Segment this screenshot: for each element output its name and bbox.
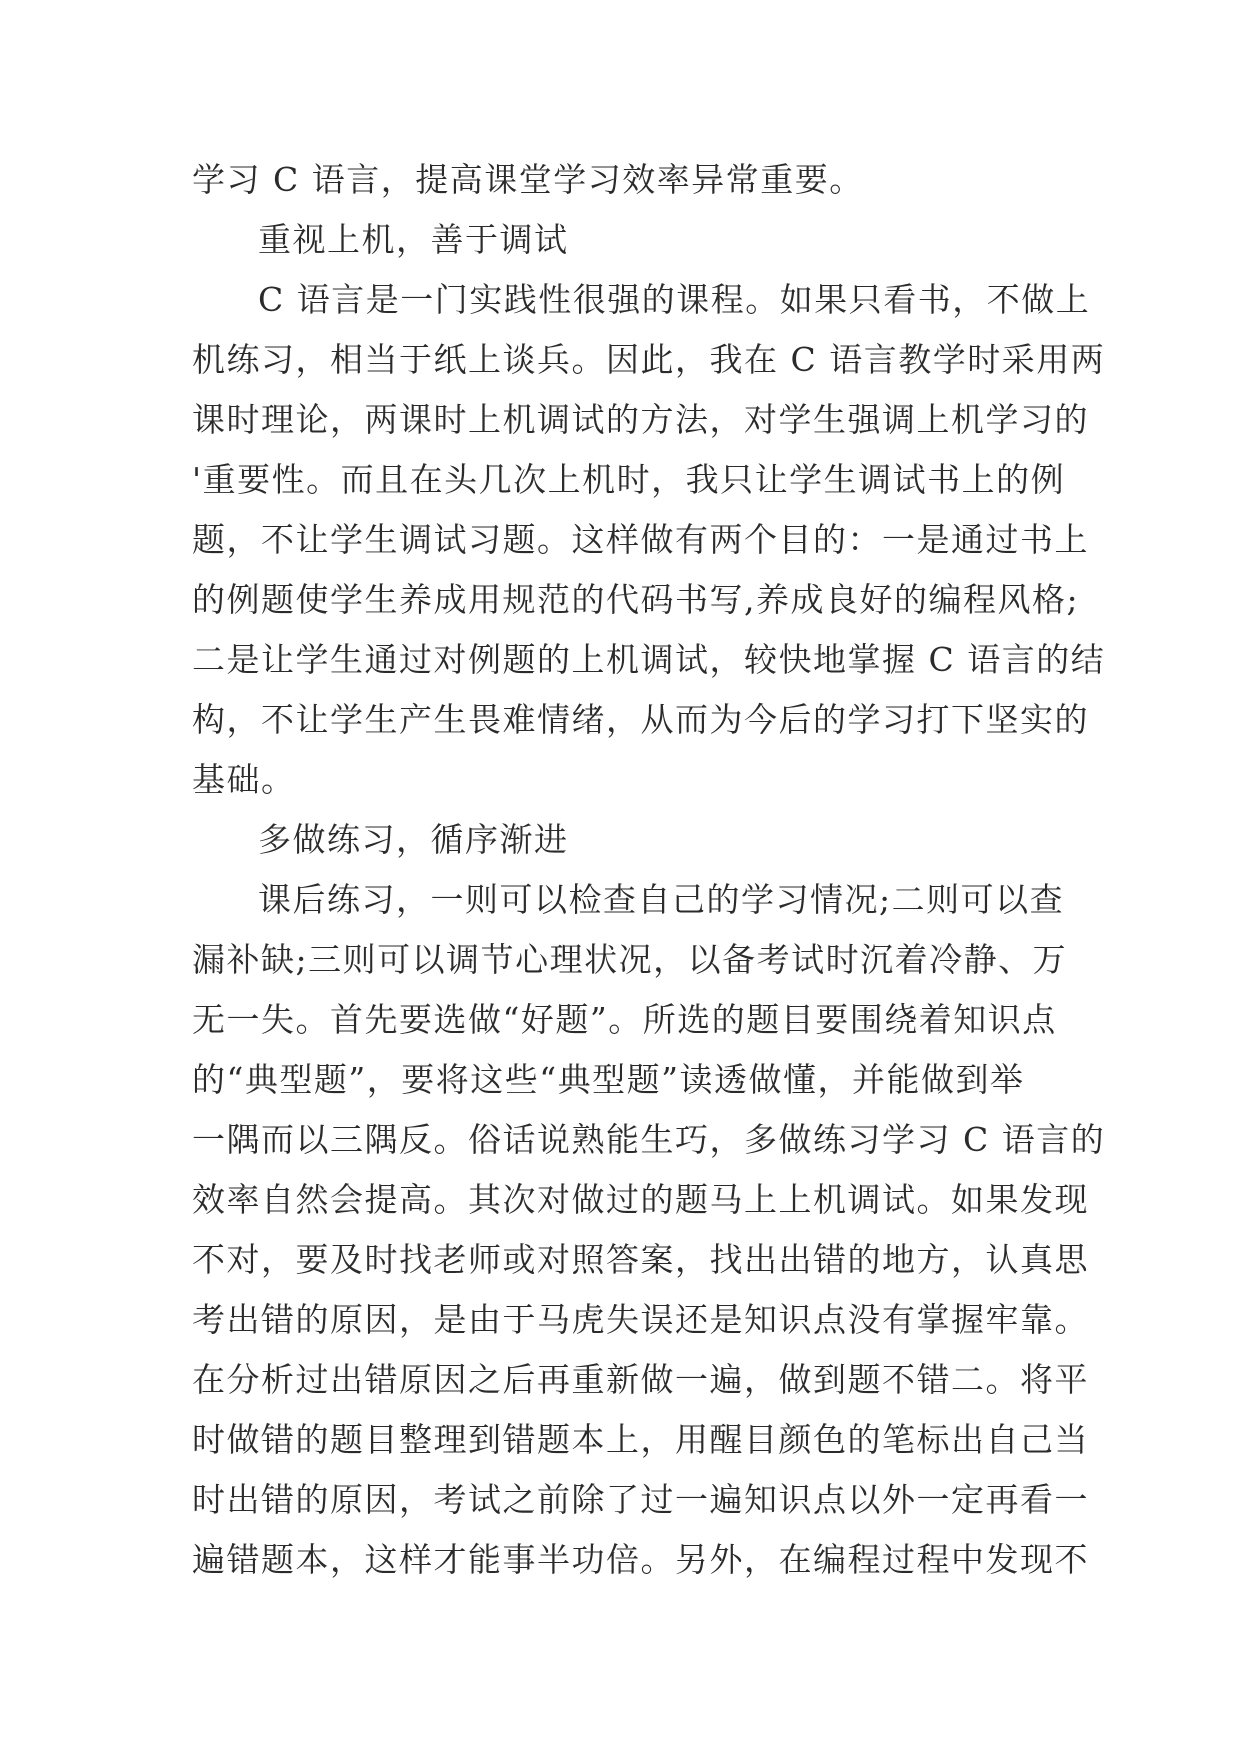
text-line: 不对，要及时找老师或对照答案，找出出错的地方，认真思 xyxy=(192,1240,1089,1279)
text-line: 时做错的题目整理到错题本上，用醒目颜色的笔标出自己当 xyxy=(192,1420,1089,1459)
text-line: 遍错题本，这样才能事半功倍。另外，在编程过程中发现不 xyxy=(192,1540,1089,1579)
text-line: 的“典型题”，要将这些“典型题”读透做懂，并能做到举 xyxy=(192,1060,1025,1099)
text-line: 构，不让学生产生畏难情绪，从而为今后的学习打下坚实的 xyxy=(192,700,1089,739)
text-line: 课后练习，一则可以检查自己的学习情况;二则可以查 xyxy=(258,880,1065,919)
text-line: 课时理论，两课时上机调试的方法，对学生强调上机学习的 xyxy=(192,400,1089,439)
text-line: 效率自然会提高。其次对做过的题马上上机调试。如果发现 xyxy=(192,1180,1089,1219)
text-line: 机练习，相当于纸上谈兵。因此，我在 C 语言教学时采用两 xyxy=(192,340,1106,379)
text-line: 漏补缺;三则可以调节心理状况，以备考试时沉着冷静、万 xyxy=(192,940,1068,979)
text-line: 在分析过出错原因之后再重新做一遍，做到题不错二。将平 xyxy=(192,1360,1089,1399)
document-body xyxy=(192,150,1106,1590)
text-line: 一隅而以三隅反。俗话说熟能生巧，多做练习学习 C 语言的 xyxy=(192,1120,1106,1159)
text-line: 无一失。首先要选做“好题”。所选的题目要围绕着知识点 xyxy=(192,1000,1057,1039)
text-line: 学习 C 语言，提高课堂学习效率异常重要。 xyxy=(192,160,864,199)
text-line: 时出错的原因，考试之前除了过一遍知识点以外一定再看一 xyxy=(192,1480,1089,1519)
section-heading: 多做练习，循序渐进 xyxy=(258,820,569,859)
text-line: 基础。 xyxy=(192,760,296,799)
text-line: C 语言是一门实践性很强的课程。如果只看书，不做上 xyxy=(258,280,1091,319)
text-line: 二是让学生通过对例题的上机调试，较快地掌握 C 语言的结 xyxy=(192,640,1106,679)
text-line: 考出错的原因，是由于马虎失误还是知识点没有掌握牢靠。 xyxy=(192,1300,1089,1339)
text-line: 的例题使学生养成用规范的代码书写,养成良好的编程风格; xyxy=(192,580,1080,619)
text-line: 题，不让学生调试习题。这样做有两个目的：一是通过书上 xyxy=(192,520,1089,559)
section-heading: 重视上机，善于调试 xyxy=(258,220,569,259)
text-line: '重要性。而且在头几次上机时，我只让学生调试书上的例 xyxy=(192,460,1066,499)
